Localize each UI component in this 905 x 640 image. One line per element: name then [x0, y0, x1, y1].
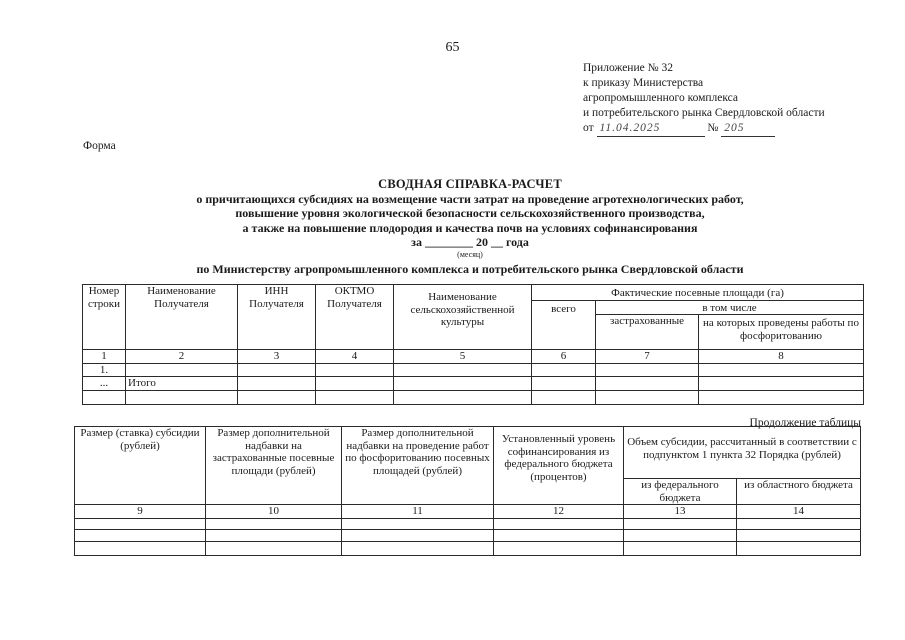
column-number: 7: [596, 350, 699, 364]
table-cell: [238, 377, 316, 391]
table-cell: [206, 518, 342, 529]
table-cell: [699, 377, 864, 391]
column-number: 14: [737, 505, 861, 519]
document-title: [100, 177, 840, 276]
header-inn: ИНН Получателя: [238, 285, 316, 350]
table-cell: [206, 529, 342, 541]
table-cell: [737, 541, 861, 555]
title-period: за ________ 20 __ года: [411, 235, 529, 249]
table-cell: [75, 541, 206, 555]
column-number: 11: [342, 505, 494, 519]
table-cell: [737, 529, 861, 541]
table-cell: [316, 377, 394, 391]
page-number: 65: [445, 40, 460, 55]
table-cell: [494, 529, 624, 541]
order-date: 11.04.2025: [597, 121, 705, 137]
table-cell: [699, 363, 864, 377]
table-cell: [342, 529, 494, 541]
table-cell: [624, 518, 737, 529]
table-cell: [394, 390, 532, 404]
form-label: Форма: [83, 140, 116, 152]
from-label: от: [583, 122, 594, 134]
header-crop-name: Наименование сельскохозяйственной культуры: [394, 285, 532, 350]
table-cell: [316, 390, 394, 404]
total-label: Итого: [126, 377, 238, 391]
title-heading: СВОДНАЯ СПРАВКА-РАСЧЕТ: [378, 177, 562, 191]
appendix-line-1: Приложение № 32: [583, 62, 673, 74]
column-number: 9: [75, 505, 206, 519]
title-ministry: по Министерству агропромышленного комплекса и потребительского рынка Свердловской области: [196, 261, 744, 276]
title-line-3: а также на повышение плодородия и качества почв на условиях софинансирования: [242, 220, 698, 235]
header-regional: из областного бюджета: [737, 479, 861, 505]
table-cell: [596, 390, 699, 404]
table-cell: [532, 377, 596, 391]
subsidy-table-part-1: [82, 284, 864, 405]
table-cell: [342, 541, 494, 555]
header-cofinancing: Установленный уровень софинансирования из федерального бюджета (процентов): [494, 427, 624, 505]
header-oktmo: ОКТМО Получателя: [316, 285, 394, 350]
table-cell: [238, 390, 316, 404]
column-number: 1: [83, 350, 126, 364]
table-cell: [699, 390, 864, 404]
table-cell: [75, 518, 206, 529]
header-total: всего: [532, 300, 596, 350]
header-actual-area: Фактические посевные площади (га): [532, 285, 864, 301]
column-number: 10: [206, 505, 342, 519]
table-cell: [624, 541, 737, 555]
table-cell: [532, 363, 596, 377]
header-including: в том числе: [596, 300, 864, 315]
title-period-note: (месяц): [457, 249, 483, 259]
table-cell: [394, 363, 532, 377]
table-cell: [206, 541, 342, 555]
table-cell: [342, 518, 494, 529]
column-number: 8: [699, 350, 864, 364]
continuation-label: Продолжение таблицы: [749, 417, 861, 429]
subsidy-table-part-2: [74, 426, 861, 556]
row-ellipsis: ...: [83, 377, 126, 391]
table-cell: [737, 518, 861, 529]
column-number: 6: [532, 350, 596, 364]
column-number: 13: [624, 505, 737, 519]
header-row-number: Номер строки: [83, 285, 126, 350]
table-cell: [494, 541, 624, 555]
appendix-line-3: агропромышленного комплекса: [583, 92, 739, 104]
table-cell: [83, 390, 126, 404]
header-subsidy-volume: Объем субсидии, рассчитанный в соответствии с подпунктом 1 пункта 32 Порядка (рублей): [624, 427, 861, 479]
header-phosphorite: на которых проведены работы по фосфоритованию: [699, 315, 864, 350]
appendix-block: [583, 61, 825, 137]
title-line-2: повышение уровня экологической безопасности сельскохозяйственного производства,: [235, 206, 705, 220]
table-cell: [126, 390, 238, 404]
appendix-date-line: [583, 121, 825, 137]
column-number: 2: [126, 350, 238, 364]
table-cell: [532, 390, 596, 404]
appendix-line-4: и потребительского рынка Свердловской области: [583, 107, 825, 119]
table-cell: [494, 518, 624, 529]
table-cell: [394, 377, 532, 391]
table-cell: [238, 363, 316, 377]
title-line-1: о причитающихся субсидиях на возмещение части затрат на проведение агротехнологических работ,: [196, 191, 744, 206]
table-cell: [75, 529, 206, 541]
column-number: 12: [494, 505, 624, 519]
row-1-number: 1.: [83, 363, 126, 377]
header-federal: из федерального бюджета: [624, 479, 737, 505]
header-insured: застрахованные: [596, 315, 699, 350]
column-number: 3: [238, 350, 316, 364]
header-recipient-name: Наименование Получателя: [126, 285, 238, 350]
table-cell: [126, 363, 238, 377]
header-rate: Размер (ставка) субсидии (рублей): [75, 427, 206, 505]
header-extra-phosphorite: Размер дополнительной надбавки на проведение работ по фосфоритованию посевных площадей (рублей): [342, 427, 494, 505]
column-number: 5: [394, 350, 532, 364]
header-extra-insured: Размер дополнительной надбавки на застрахованные посевные площади (рублей): [206, 427, 342, 505]
column-number: 4: [316, 350, 394, 364]
order-number: 205: [721, 121, 775, 137]
table-cell: [316, 363, 394, 377]
appendix-line-2: к приказу Министерства: [583, 77, 704, 89]
table-cell: [596, 363, 699, 377]
table-cell: [624, 529, 737, 541]
table-cell: [596, 377, 699, 391]
number-label: №: [707, 122, 719, 134]
